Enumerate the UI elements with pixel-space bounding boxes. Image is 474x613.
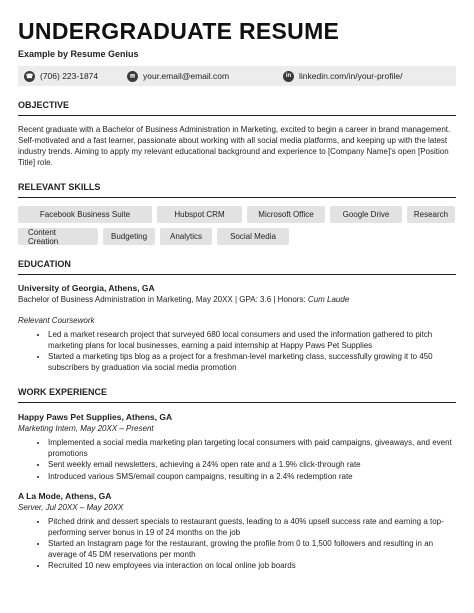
skills-list bbox=[18, 206, 456, 245]
job-bullets bbox=[18, 438, 456, 482]
list-item: • Led a market research project that surveyed 680 local consumers and used the information gathered to pitch marketing plans for local businesses, earning a paid internship at Happy Paws Pet Supplies bbox=[48, 330, 456, 351]
email-text[interactable]: your.email@email.com bbox=[143, 71, 230, 81]
skill-chip: Facebook Business Suite bbox=[18, 206, 152, 223]
job-company: A La Mode, Athens, GA bbox=[18, 491, 112, 501]
contact-email[interactable] bbox=[127, 71, 265, 82]
experience-heading: WORK EXPERIENCE bbox=[18, 387, 108, 397]
job-role: Marketing Intern, May 20XX – Present bbox=[18, 424, 154, 433]
list-item: • Sent weekly email newsletters, achieving a 24% open rate and a 1.9% click-through rate bbox=[48, 460, 456, 471]
list-item: • Introduced various SMS/email coupon campaigns, resulting in a 2.4% redemption rate bbox=[48, 472, 456, 483]
page-title: UNDERGRADUATE RESUME bbox=[18, 18, 340, 44]
skill-chip: Analytics bbox=[160, 228, 212, 245]
objective-divider bbox=[18, 115, 456, 116]
phone-text: (706) 223-1874 bbox=[40, 71, 99, 81]
skill-chip: Hubspot CRM bbox=[157, 206, 242, 223]
list-item: • Implemented a social media marketing plan targeting local consumers with paid campaigns, giveaways, and event promotions bbox=[48, 438, 456, 459]
skill-chip: Social Media bbox=[217, 228, 289, 245]
skill-chip: Research bbox=[407, 206, 455, 223]
coursework-list bbox=[18, 330, 456, 373]
job-role: Server, Jul 20XX – May 20XX bbox=[18, 503, 124, 512]
education-school: University of Georgia, Athens, GA bbox=[18, 283, 155, 293]
list-item: • Started a marketing tips blog as a project for a freshman-level marketing class, successfully growing it to 450 subscribers by graduation via social media promotion bbox=[48, 352, 456, 373]
education-heading: EDUCATION bbox=[18, 259, 71, 269]
objective-text: Recent graduate with a Bachelor of Business Administration in Marketing, excited to begin a career in brand management. Self-motivated and a fast learner, passionate about working with all social media platforms, and keeping up with the latest industry trends. Aiming to apply my relevant educational background and experience to [Company Name]'s open [Position Title] role. bbox=[18, 125, 451, 167]
skill-chip: Google Drive bbox=[330, 206, 402, 223]
skill-chip: Microsoft Office bbox=[247, 206, 325, 223]
linkedin-text[interactable]: linkedin.com/in/your-profile/ bbox=[299, 71, 403, 81]
contact-bar bbox=[18, 66, 456, 86]
contact-phone bbox=[24, 71, 109, 82]
education-degree bbox=[18, 294, 456, 305]
contact-linkedin[interactable] bbox=[283, 71, 402, 82]
job-company: Happy Paws Pet Supplies, Athens, GA bbox=[18, 412, 173, 422]
job-bullets bbox=[18, 517, 456, 572]
skills-divider bbox=[18, 197, 456, 198]
education-degree-text: Bachelor of Business Administration in Marketing, May 20XX | GPA: 3.6 | Honors: bbox=[18, 295, 308, 304]
phone-icon: ☎ bbox=[24, 71, 35, 82]
skill-chip: Budgeting bbox=[103, 228, 155, 245]
list-item: • Recruited 10 new employees via interaction on local online job boards bbox=[48, 561, 456, 572]
page-subtitle: Example by Resume Genius bbox=[18, 49, 139, 59]
experience-divider bbox=[18, 402, 456, 403]
linkedin-icon: in bbox=[283, 71, 294, 82]
list-item: • Started an Instagram page for the restaurant, growing the profile from 0 to 1,500 followers and resulting in an average of 45 DM reservations per month bbox=[48, 539, 456, 560]
skills-heading: RELEVANT SKILLS bbox=[18, 182, 101, 192]
skill-chip: Content Creation bbox=[18, 228, 98, 245]
list-item: • Pitched drink and dessert specials to restaurant guests, leading to a 40% upsell success rate and earning a top-performing server bonus in 19 of 24 months on the job bbox=[48, 517, 456, 538]
education-divider bbox=[18, 274, 456, 275]
objective-heading: OBJECTIVE bbox=[18, 100, 70, 110]
email-icon: ✉ bbox=[127, 71, 138, 82]
education-honors: Cum Laude bbox=[307, 295, 350, 304]
coursework-label: Relevant Coursework bbox=[18, 316, 95, 325]
